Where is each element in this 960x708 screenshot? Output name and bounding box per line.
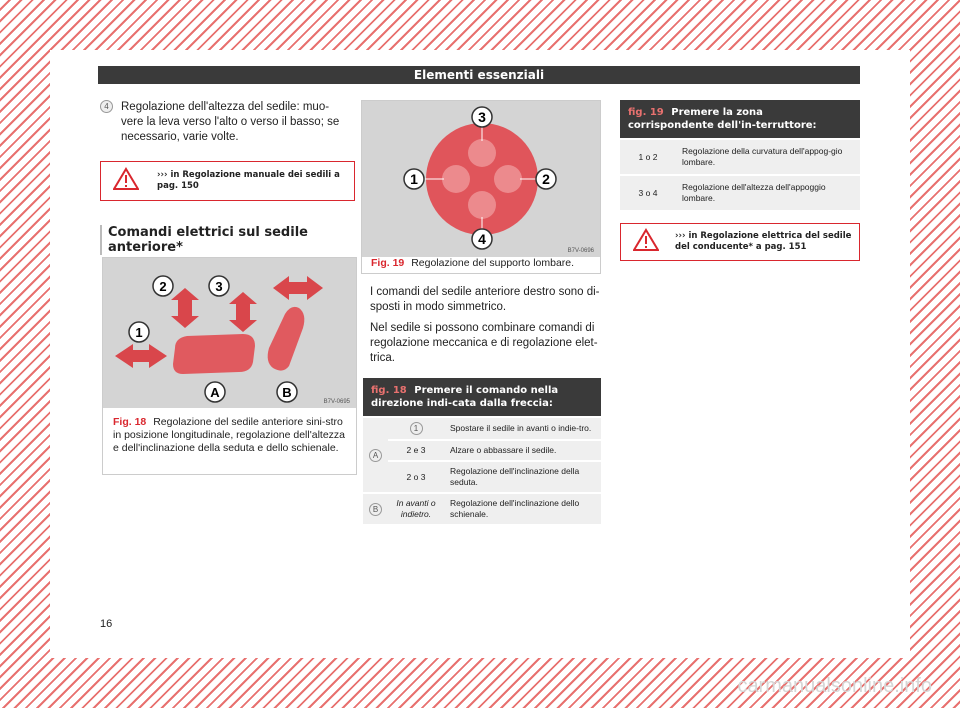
callout-1: 1	[410, 171, 418, 187]
figure-caption-text: Regolazione del supporto lombare.	[411, 257, 575, 269]
table-cell: Regolazione della curvatura dell'appog-gio lombare.	[676, 140, 860, 174]
page-header: Elementi essenziali	[98, 66, 860, 84]
table-cell: Alzare o abbassare il sedile.	[444, 441, 601, 460]
warning-box	[620, 223, 860, 261]
callout-2: 2	[542, 171, 550, 187]
seat-controls-illustration	[103, 258, 356, 408]
watermark: carmanualsonline.info	[737, 675, 932, 697]
fore-aft-arrow-icon	[115, 344, 167, 368]
group-badge: B	[369, 503, 382, 516]
figure-18	[102, 257, 357, 475]
table-title: Premere il comando nella direzione indi-cata dalla freccia:	[371, 385, 559, 409]
backrest-arrow-icon	[273, 276, 323, 300]
table-header	[620, 100, 860, 138]
column-left	[100, 100, 358, 255]
figure-19-caption	[361, 257, 601, 270]
table-cell: 2 e 3	[388, 441, 444, 460]
figure-19	[361, 100, 601, 274]
page-number: 16	[100, 618, 113, 630]
callout-4: 4	[478, 231, 486, 247]
callout-1: 1	[135, 325, 143, 340]
table-fig-19	[620, 100, 860, 212]
table-cell: 3 o 4	[620, 176, 676, 210]
table-row	[363, 441, 601, 460]
control-badge: 1	[410, 422, 423, 435]
table-cell: Spostare il sedile in avanti o indie-tro.	[444, 418, 601, 439]
table-fig-18	[363, 378, 601, 526]
table-fig-ref: fig. 18	[371, 385, 407, 396]
table-cell: 2 o 3	[388, 462, 444, 492]
table	[363, 416, 601, 526]
step-number-badge: 4	[100, 100, 113, 113]
callout-B: B	[282, 385, 292, 400]
instruction-step	[100, 100, 358, 145]
warning-box	[100, 161, 355, 201]
body-text	[370, 285, 602, 372]
table-cell: In avanti o indietro.	[388, 494, 444, 524]
backrest-switch-shape	[268, 307, 305, 371]
table-row	[363, 418, 601, 439]
lumbar-switch-illustration	[362, 101, 600, 257]
height-arrow-icon	[171, 288, 199, 328]
callout-3: 3	[478, 109, 486, 125]
seat-switch-shape	[173, 334, 255, 374]
paragraph: I comandi del sedile anteriore destro sono di-sposti in modo simmetrico.	[370, 286, 600, 313]
figure-number: Fig. 18	[113, 416, 147, 428]
callout-2: 2	[159, 279, 167, 294]
table-title: Premere la zona corrispondente dell'in-terruttore:	[628, 107, 817, 131]
table	[620, 138, 860, 212]
figure-caption	[103, 408, 356, 463]
callout-A: A	[210, 385, 220, 400]
callout-3: 3	[215, 279, 223, 294]
figure-caption-text: Regolazione del sedile anteriore sini-stro in posizione longitudinale, regolazione dell'altezza e dell'inclinazione della seduta e dello schienale.	[113, 416, 345, 454]
table-row	[620, 140, 860, 174]
warning-triangle-icon	[633, 228, 659, 257]
table-row	[620, 176, 860, 210]
instruction-text: Regolazione dell'altezza del sedile: muo-vere la leva verso l'alto o verso il basso; se necessario, varie volte.	[121, 101, 340, 143]
table-cell: 1 o 2	[620, 140, 676, 174]
warning-triangle-icon	[113, 167, 139, 196]
group-badge: A	[369, 449, 382, 462]
table-cell: Regolazione dell'altezza dell'appoggio lombare.	[676, 176, 860, 210]
tilt-arrow-icon	[229, 292, 257, 332]
figure-code: B7V-0695	[323, 399, 350, 405]
table-cell: Regolazione dell'inclinazione della seduta.	[444, 462, 601, 492]
table-fig-ref: fig. 19	[628, 107, 664, 118]
warning-link-text[interactable]: ››› in Regolazione manuale dei sedili a pag. 150	[157, 170, 340, 191]
table-cell: Regolazione dell'inclinazione dello schienale.	[444, 494, 601, 524]
warning-link-text[interactable]: ››› in Regolazione elettrica del sedile del conducente* a pag. 151	[675, 231, 852, 252]
section-title: Comandi elettrici sul sedile anteriore*	[100, 225, 358, 255]
table-header	[363, 378, 601, 416]
paragraph: Nel sedile si possono combinare comandi di regolazione meccanica e di regolazione elet-trica.	[370, 322, 598, 364]
figure-code: B7V-0696	[567, 248, 594, 254]
figure-number: Fig. 19	[371, 257, 405, 269]
table-row	[363, 494, 601, 524]
table-row	[363, 462, 601, 492]
